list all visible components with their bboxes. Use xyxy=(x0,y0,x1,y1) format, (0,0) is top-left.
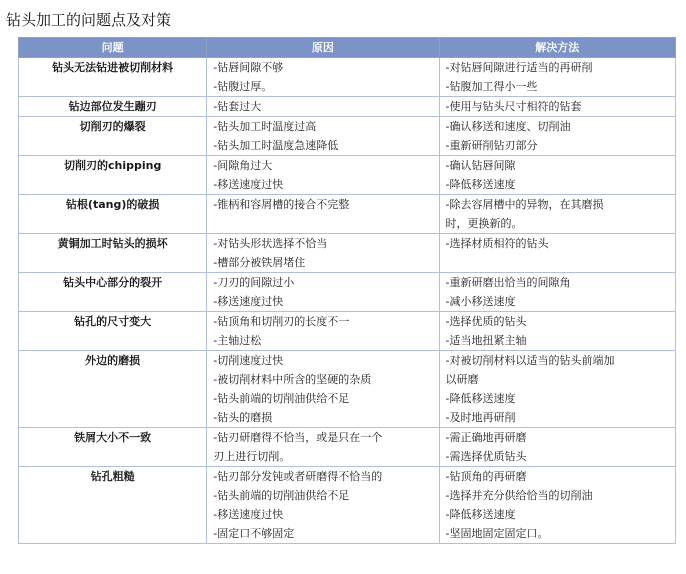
cause-line: -钻腹过厚。 xyxy=(213,80,273,93)
solution-line: 时，更换新的。 xyxy=(445,217,523,230)
solution-line: -及时地再研削 xyxy=(445,411,516,424)
table-row xyxy=(19,467,676,544)
solution-cell xyxy=(439,273,675,312)
solution-line: -减小移送速度 xyxy=(445,295,516,308)
problem-cell: 钻根(tang)的破损 xyxy=(19,195,207,234)
solution-line: -需选择优质钻头 xyxy=(445,450,527,463)
problem-cell: 铁屑大小不一致 xyxy=(19,428,207,467)
cause-line: -钻头加工时温度急速降低 xyxy=(213,139,339,152)
solution-line: -选择优质的钻头 xyxy=(445,315,527,328)
problem-cell: 钻头无法钻进被切削材料 xyxy=(19,58,207,97)
solution-line: -使用与钻头尺寸相符的钻套 xyxy=(445,100,582,113)
cause-line: -固定口不够固定 xyxy=(213,527,295,540)
problem-cell: 钻孔的尺寸变大 xyxy=(19,312,207,351)
table-row xyxy=(19,312,676,351)
solution-cell xyxy=(439,117,675,156)
cause-line: -钻头加工时温度过高 xyxy=(213,120,317,133)
solution-cell xyxy=(439,351,675,428)
cause-line: -刀刃的间隙过小 xyxy=(213,276,295,289)
problem-solution-table xyxy=(18,37,676,544)
cause-line: -钻头的磨损 xyxy=(213,411,273,424)
problem-cell: 黄铜加工时钻头的损坏 xyxy=(19,234,207,273)
solution-line: -对钻唇间隙进行适当的再研削 xyxy=(445,61,593,74)
solution-line: -钻顶角的再研磨 xyxy=(445,470,527,483)
solution-line: 以研磨 xyxy=(445,373,479,386)
table-row xyxy=(19,428,676,467)
table-row xyxy=(19,351,676,428)
cause-cell xyxy=(207,312,439,351)
solution-line: -降低移送速度 xyxy=(445,178,516,191)
solution-line: -对被切削材料以适当的钻头前端加 xyxy=(445,354,615,367)
solution-line: -钻腹加工得小一些 xyxy=(445,80,538,93)
solution-cell xyxy=(439,234,675,273)
cause-line: -钻刃部分发钝或者研磨得不恰当的 xyxy=(213,470,383,483)
solution-cell xyxy=(439,312,675,351)
problem-cell: 钻头中心部分的裂开 xyxy=(19,273,207,312)
solution-cell xyxy=(439,195,675,234)
cause-cell xyxy=(207,97,439,117)
header-solution: 解决方法 xyxy=(439,38,675,58)
problem-cell: 切削刃的chipping xyxy=(19,156,207,195)
cause-line: -钻套过大 xyxy=(213,100,262,113)
cause-line: -对钻头形状选择不恰当 xyxy=(213,237,328,250)
cause-line: -钻刃研磨得不恰当，或是只在一个 xyxy=(213,431,383,444)
problem-cell: 钻孔粗糙 xyxy=(19,467,207,544)
cause-line: -切削速度过快 xyxy=(213,354,284,367)
solution-cell xyxy=(439,156,675,195)
solution-line: -降低移送速度 xyxy=(445,508,516,521)
table-row xyxy=(19,156,676,195)
table-row xyxy=(19,117,676,156)
cause-line: -槽部分被铁屑堵住 xyxy=(213,256,306,269)
cause-cell xyxy=(207,467,439,544)
cause-cell xyxy=(207,234,439,273)
table-row xyxy=(19,234,676,273)
problem-cell: 外边的磨损 xyxy=(19,351,207,428)
solution-line: -确认钻唇间隙 xyxy=(445,159,516,172)
cause-line: -钻唇间隙不够 xyxy=(213,61,284,74)
solution-cell xyxy=(439,467,675,544)
cause-cell xyxy=(207,195,439,234)
table-row xyxy=(19,195,676,234)
solution-line: -需正确地再研磨 xyxy=(445,431,527,444)
cause-line: -钻头前端的切削油供给不足 xyxy=(213,392,350,405)
solution-line: -选择并充分供给恰当的切削油 xyxy=(445,489,593,502)
cause-line: 刃上进行切削。 xyxy=(213,450,291,463)
solution-line: -坚固地固定固定口。 xyxy=(445,527,549,540)
table-header-row xyxy=(19,38,676,58)
cause-line: -钻顶角和切削刃的长度不一 xyxy=(213,315,350,328)
solution-line: -重新研磨出恰当的间隙角 xyxy=(445,276,571,289)
table-row xyxy=(19,58,676,97)
cause-line: -间隙角过大 xyxy=(213,159,273,172)
problem-cell: 钻边部位发生蹦刃 xyxy=(19,97,207,117)
header-cause: 原因 xyxy=(207,38,439,58)
cause-cell xyxy=(207,428,439,467)
header-problem: 问题 xyxy=(19,38,207,58)
solution-line: -选择材质相符的钻头 xyxy=(445,237,549,250)
cause-cell xyxy=(207,117,439,156)
cause-line: -被切削材料中所含的坚硬的杂质 xyxy=(213,373,372,386)
solution-cell xyxy=(439,58,675,97)
solution-line: -降低移送速度 xyxy=(445,392,516,405)
cause-cell xyxy=(207,351,439,428)
solution-cell xyxy=(439,428,675,467)
cause-line: -主轴过松 xyxy=(213,334,262,347)
cause-line: -钻头前端的切削油供给不足 xyxy=(213,489,350,502)
solution-cell xyxy=(439,97,675,117)
cause-cell xyxy=(207,273,439,312)
document-title: 钻头加工的问题点及对策 xyxy=(6,11,172,29)
cause-line: -锥柄和容屑槽的接合不完整 xyxy=(213,198,350,211)
cause-line: -移送速度过快 xyxy=(213,295,284,308)
solution-line: -重新研削钻刃部分 xyxy=(445,139,538,152)
cause-line: -移送速度过快 xyxy=(213,178,284,191)
solution-line: -适当地扭紧主轴 xyxy=(445,334,527,347)
table-row xyxy=(19,273,676,312)
table-row xyxy=(19,97,676,117)
solution-line: -确认移送和速度、切削油 xyxy=(445,120,571,133)
cause-cell xyxy=(207,58,439,97)
cause-cell xyxy=(207,156,439,195)
solution-line: -除去容屑槽中的异物，在其磨损 xyxy=(445,198,604,211)
problem-cell: 切削刃的爆裂 xyxy=(19,117,207,156)
cause-line: -移送速度过快 xyxy=(213,508,284,521)
